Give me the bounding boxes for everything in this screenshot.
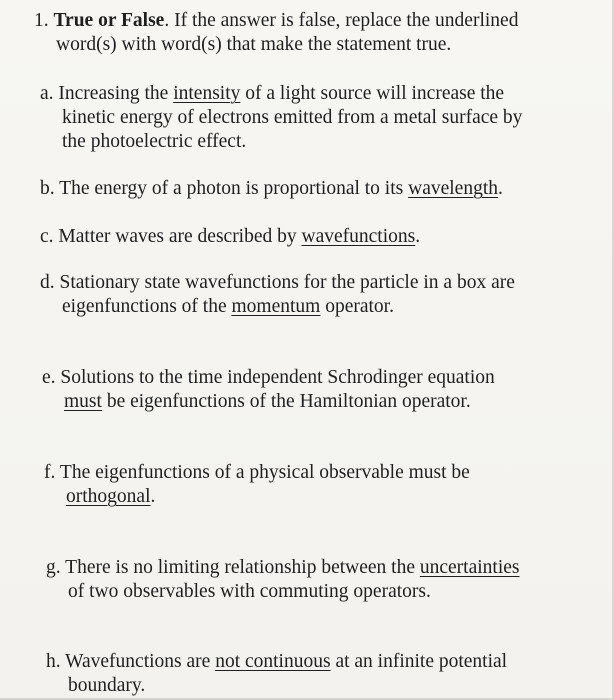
item-d-text-post: operator.	[320, 296, 394, 317]
item-f-label: f.	[44, 462, 56, 483]
item-d-line1: Stationary state wavefunctions for the particle in a box are	[59, 272, 515, 293]
item-c	[40, 225, 420, 249]
item-f-line1: The eigenfunctions of a physical observable must be	[59, 462, 470, 483]
item-h-text: Wavefunctions are	[65, 651, 216, 672]
item-c-text: Matter waves are described by	[58, 226, 302, 247]
item-f-text-post: .	[150, 486, 156, 507]
item-h-text-post: at an infinite potential	[330, 651, 508, 672]
item-a	[40, 82, 522, 154]
item-b-text: The energy of a photon is proportional to its	[59, 178, 409, 199]
question-title: True or False	[53, 10, 165, 31]
item-d-text: eigenfunctions of the	[62, 296, 232, 317]
item-d	[40, 271, 515, 319]
item-b-label: b.	[40, 178, 55, 199]
item-b-underlined: wavelength	[408, 178, 498, 199]
item-e-text-post: be eigenfunctions of the Hamiltonian operator.	[101, 391, 471, 412]
item-c-underlined: wavefunctions	[301, 226, 416, 247]
item-h-underlined: not continuous	[215, 651, 331, 672]
item-e-underlined: must	[64, 391, 102, 412]
item-a-label: a.	[40, 83, 54, 104]
item-g-text: There is no limiting relationship between the	[65, 557, 420, 578]
item-a-text-post: of a light source will increase the	[240, 83, 505, 104]
item-h	[46, 650, 507, 698]
item-h-label: h.	[46, 651, 61, 672]
item-e-label: e.	[42, 367, 56, 388]
item-d-label: d.	[40, 272, 55, 293]
item-a-underlined: intensity	[173, 83, 241, 104]
item-e-line1: Solutions to the time independent Schrodinger equation	[60, 367, 495, 388]
item-b-text-post: .	[498, 178, 503, 199]
item-a-line2: kinetic energy of electrons emitted from a metal surface by	[62, 107, 523, 128]
item-g	[46, 556, 520, 604]
question-header	[34, 9, 518, 57]
item-a-text: Increasing the	[58, 83, 174, 104]
question-number: 1.	[34, 10, 49, 31]
item-a-line3: the photoelectric effect.	[62, 131, 247, 152]
item-c-text-post: .	[415, 226, 421, 247]
item-g-underlined: uncertainties	[419, 557, 520, 578]
item-f	[44, 461, 470, 509]
item-b	[40, 177, 503, 201]
item-g-line2: of two observables with commuting operators.	[68, 581, 431, 602]
item-d-underlined: momentum	[231, 296, 321, 317]
item-h-line2: boundary.	[68, 675, 146, 696]
item-c-label: c.	[40, 226, 54, 247]
item-f-underlined: orthogonal	[66, 486, 151, 507]
question-instruction-line1: . If the answer is false, replace the underlined	[164, 10, 519, 31]
item-e	[42, 366, 495, 414]
question-instruction-line2: word(s) with word(s) that make the statement true.	[56, 34, 452, 55]
item-g-label: g.	[46, 557, 61, 578]
